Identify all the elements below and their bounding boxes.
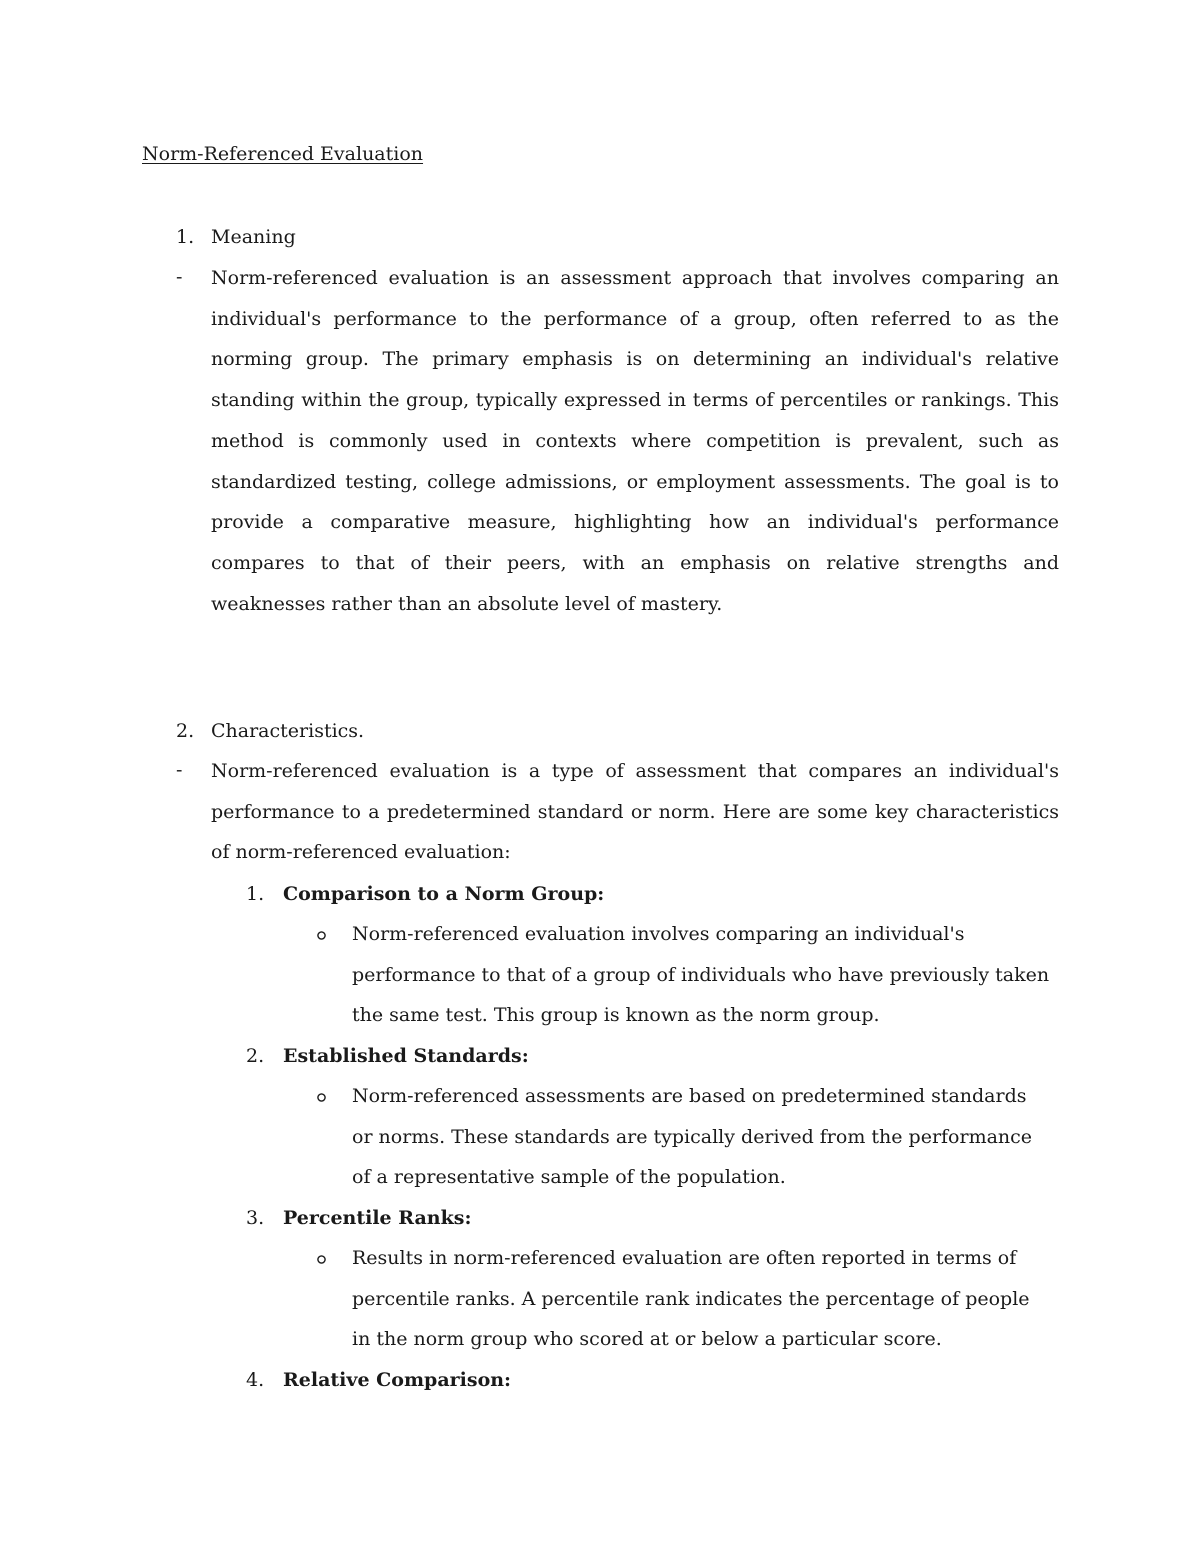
section-2-dash: - xyxy=(176,759,183,781)
page-title: Norm-Referenced Evaluation xyxy=(142,143,424,165)
meaning-paragraph: Norm-referenced evaluation is an assessment approach that involves comparing an individual's performance to the performance of a group, often referred to as the norming group. The primary emphasis is on determining an individual's relative standing within the group, typically expressed in terms of percentiles or rankings. This method is commonly used in contexts where competition is prevalent, such as standardized testing, college admissions, or employment assessments. The goal is to provide a comparative measure, highlighting how an individual's performance compares to that of their peers, with an emphasis on relative strengths and weaknesses rather than an absolute level of mastery. xyxy=(211,267,1059,615)
section-2-heading: Characteristics. xyxy=(211,720,365,742)
section-1-number: 1. xyxy=(176,226,195,248)
hollow-circle-bullet-icon xyxy=(316,1092,327,1103)
hollow-circle-bullet-icon xyxy=(316,930,327,941)
item-1-heading: Comparison to a Norm Group: xyxy=(283,883,605,905)
item-4-heading: Relative Comparison: xyxy=(283,1369,512,1391)
item-3-number: 3. xyxy=(246,1207,265,1229)
item-4-number: 4. xyxy=(246,1369,265,1391)
section-1-heading: Meaning xyxy=(211,226,296,248)
item-3-detail: Results in norm-referenced evaluation are often reported in terms of percentile ranks. A percentile rank indicates the percentage of people in the norm group who scored at or below a particular score. xyxy=(352,1247,1030,1351)
item-2-heading: Established Standards: xyxy=(283,1045,529,1067)
item-1-detail: Norm-referenced evaluation involves comparing an individual's performance to that of a group of individuals who have previously taken the same test. This group is known as the norm group. xyxy=(352,923,1050,1027)
item-3-heading: Percentile Ranks: xyxy=(283,1207,472,1229)
section-1-dash: - xyxy=(176,266,183,288)
item-2-detail: Norm-referenced assessments are based on predetermined standards or norms. These standards are typically derived from the performance of a representative sample of the population. xyxy=(352,1085,1033,1189)
item-1-number: 1. xyxy=(246,883,265,905)
characteristics-paragraph: Norm-referenced evaluation is a type of assessment that compares an individual's performance to a predetermined standard or norm. Here are some key characteristics of norm-referenced evaluation: xyxy=(211,760,1059,864)
item-2-number: 2. xyxy=(246,1045,265,1067)
hollow-circle-bullet-icon xyxy=(316,1254,327,1265)
section-2-number: 2. xyxy=(176,720,195,742)
